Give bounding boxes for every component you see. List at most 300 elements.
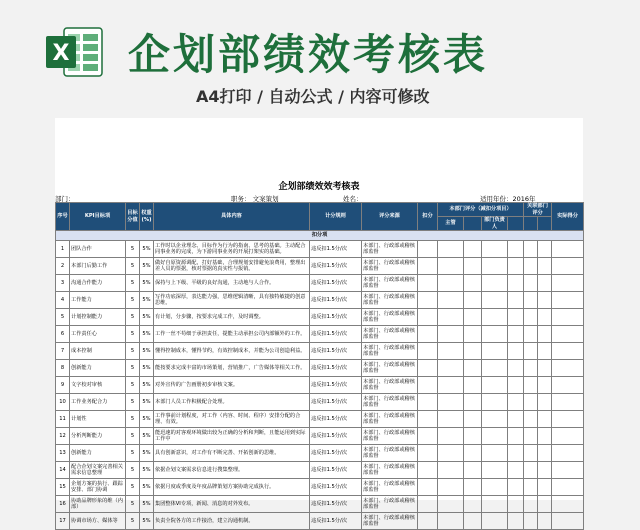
row-weight: 5% bbox=[140, 326, 154, 343]
header-dept-col: 部门负责人 bbox=[482, 217, 508, 231]
kpi-table bbox=[55, 202, 584, 530]
table-row bbox=[56, 496, 584, 513]
score-cell[interactable] bbox=[464, 258, 482, 275]
row-weight: 5% bbox=[140, 292, 154, 309]
row-source: 本部门、行政部或稽核部监督 bbox=[362, 292, 418, 309]
score-cell[interactable] bbox=[538, 258, 552, 275]
row-rule: 违反扣1.5分/次 bbox=[310, 275, 362, 292]
score-cell[interactable] bbox=[524, 394, 538, 411]
score-cell[interactable] bbox=[464, 326, 482, 343]
score-cell[interactable] bbox=[508, 241, 524, 258]
score-cell[interactable] bbox=[482, 411, 508, 428]
score-cell[interactable] bbox=[524, 343, 538, 360]
table-row bbox=[56, 275, 584, 292]
row-rule: 违反扣1.5分/次 bbox=[310, 343, 362, 360]
row-kpi: 工作责任心 bbox=[70, 326, 126, 343]
row-kpi: 文字校对审核 bbox=[70, 377, 126, 394]
row-seq: 15 bbox=[56, 479, 70, 496]
header-source: 评分来源 bbox=[362, 203, 418, 231]
score-cell[interactable] bbox=[524, 377, 538, 394]
score-cell[interactable] bbox=[418, 394, 438, 411]
score-cell[interactable] bbox=[552, 377, 584, 394]
row-source: 本部门、行政部或稽核部监督 bbox=[362, 326, 418, 343]
score-cell[interactable] bbox=[508, 326, 524, 343]
score-cell[interactable] bbox=[552, 326, 584, 343]
row-source: 本部门、行政部或稽核部监督 bbox=[362, 377, 418, 394]
score-cell[interactable] bbox=[524, 309, 538, 326]
row-content: 保持与上下级、平级的良好沟通，主动地与人合作。 bbox=[154, 275, 310, 292]
row-rule: 违反扣1.5分/次 bbox=[310, 411, 362, 428]
score-cell[interactable] bbox=[538, 309, 552, 326]
score-cell[interactable] bbox=[464, 479, 482, 496]
row-kpi: 企划方案的执行、跟踪安排、部门协调 bbox=[70, 479, 126, 496]
row-weight: 5% bbox=[140, 258, 154, 275]
header-dept-group: 本部门评分（减扣分项目） bbox=[438, 203, 524, 217]
row-source: 本部门、行政部或稽核部监督 bbox=[362, 513, 418, 530]
score-cell[interactable] bbox=[464, 462, 482, 479]
row-kpi: 协调市场方、媒体等 bbox=[70, 513, 126, 530]
table-row bbox=[56, 326, 584, 343]
score-cell[interactable] bbox=[418, 496, 438, 513]
score-cell[interactable] bbox=[524, 275, 538, 292]
row-score: 5 bbox=[126, 377, 140, 394]
row-rule: 违反扣1.5分/次 bbox=[310, 241, 362, 258]
score-cell[interactable] bbox=[418, 241, 438, 258]
table-row bbox=[56, 309, 584, 326]
row-score: 5 bbox=[126, 428, 140, 445]
score-cell[interactable] bbox=[552, 343, 584, 360]
row-seq: 11 bbox=[56, 411, 70, 428]
score-cell[interactable] bbox=[524, 496, 538, 513]
score-cell[interactable] bbox=[538, 292, 552, 309]
score-cell[interactable] bbox=[438, 462, 464, 479]
score-cell[interactable] bbox=[418, 258, 438, 275]
score-cell[interactable] bbox=[538, 275, 552, 292]
table-row bbox=[56, 445, 584, 462]
row-kpi: 创新能力 bbox=[70, 360, 126, 377]
spreadsheet-page bbox=[55, 118, 583, 527]
score-cell[interactable] bbox=[552, 292, 584, 309]
score-cell[interactable] bbox=[482, 479, 508, 496]
row-source: 本部门、行政部或稽核部监督 bbox=[362, 275, 418, 292]
header-other-col bbox=[538, 217, 552, 231]
row-kpi: 配合企划文案完善相关需求信息整理 bbox=[70, 462, 126, 479]
score-cell[interactable] bbox=[538, 411, 552, 428]
score-cell[interactable] bbox=[438, 326, 464, 343]
score-cell[interactable] bbox=[418, 360, 438, 377]
row-rule: 违反扣1.5分/次 bbox=[310, 513, 362, 530]
score-cell[interactable] bbox=[418, 309, 438, 326]
row-weight: 5% bbox=[140, 479, 154, 496]
row-content: 依据月度或季度及年度品牌策划方案协助完成执行。 bbox=[154, 479, 310, 496]
score-cell[interactable] bbox=[418, 343, 438, 360]
score-cell[interactable] bbox=[552, 258, 584, 275]
row-rule: 违反扣1.5分/次 bbox=[310, 292, 362, 309]
row-rule: 违反扣1.5分/次 bbox=[310, 258, 362, 275]
score-cell[interactable] bbox=[538, 479, 552, 496]
row-score: 5 bbox=[126, 326, 140, 343]
score-cell[interactable] bbox=[438, 241, 464, 258]
row-seq: 6 bbox=[56, 326, 70, 343]
score-cell[interactable] bbox=[538, 462, 552, 479]
score-cell[interactable] bbox=[538, 326, 552, 343]
row-seq: 9 bbox=[56, 377, 70, 394]
row-source: 本部门、行政部或稽核部监督 bbox=[362, 428, 418, 445]
score-cell[interactable] bbox=[552, 462, 584, 479]
score-cell[interactable] bbox=[438, 445, 464, 462]
score-cell[interactable] bbox=[524, 479, 538, 496]
score-cell[interactable] bbox=[508, 462, 524, 479]
row-rule: 违反扣1.5分/次 bbox=[310, 496, 362, 513]
score-cell[interactable] bbox=[538, 394, 552, 411]
score-cell[interactable] bbox=[438, 411, 464, 428]
table-row bbox=[56, 462, 584, 479]
row-rule: 违反扣1.5分/次 bbox=[310, 377, 362, 394]
score-cell[interactable] bbox=[482, 360, 508, 377]
row-source: 本部门、行政部或稽核部监督 bbox=[362, 360, 418, 377]
row-seq: 3 bbox=[56, 275, 70, 292]
score-cell[interactable] bbox=[538, 377, 552, 394]
score-cell[interactable] bbox=[538, 360, 552, 377]
score-cell[interactable] bbox=[538, 513, 552, 530]
row-rule: 违反扣1.5分/次 bbox=[310, 360, 362, 377]
row-content: 工作时以企业理念、目标作为行为的指南、思考的基础。主动配合同事业务的完成，为下游同事业务的开展打架实的基础。 bbox=[154, 241, 310, 258]
row-score: 5 bbox=[126, 496, 140, 513]
score-cell[interactable] bbox=[418, 462, 438, 479]
score-cell[interactable] bbox=[482, 377, 508, 394]
score-cell[interactable] bbox=[482, 394, 508, 411]
row-weight: 5% bbox=[140, 309, 154, 326]
score-cell[interactable] bbox=[482, 309, 508, 326]
row-source: 本部门、行政部或稽核部监督 bbox=[362, 479, 418, 496]
score-cell[interactable] bbox=[418, 428, 438, 445]
row-source: 本部门、行政部或稽核部监督 bbox=[362, 241, 418, 258]
table-row bbox=[56, 428, 584, 445]
row-content: 负责全院各方的工作接洽，建立沟通机制。 bbox=[154, 513, 310, 530]
score-cell[interactable] bbox=[464, 309, 482, 326]
score-cell[interactable] bbox=[464, 445, 482, 462]
row-source: 本部门、行政部或稽核部监督 bbox=[362, 343, 418, 360]
table-row bbox=[56, 377, 584, 394]
score-cell[interactable] bbox=[418, 275, 438, 292]
row-weight: 5% bbox=[140, 513, 154, 530]
row-kpi: 计划控制能力 bbox=[70, 309, 126, 326]
row-content: 集团整体VI专项，新闻、消息的对外发布。 bbox=[154, 496, 310, 513]
row-weight: 5% bbox=[140, 462, 154, 479]
score-cell[interactable] bbox=[438, 309, 464, 326]
row-score: 5 bbox=[126, 479, 140, 496]
row-weight: 5% bbox=[140, 394, 154, 411]
score-cell[interactable] bbox=[552, 394, 584, 411]
row-weight: 5% bbox=[140, 428, 154, 445]
info-name: 姓名： bbox=[343, 195, 363, 203]
header-kpi: KPI目标项 bbox=[70, 203, 126, 231]
score-cell[interactable] bbox=[464, 428, 482, 445]
row-source: 本部门、行政部或稽核部监督 bbox=[362, 411, 418, 428]
info-year: 适用年份：2016年 bbox=[480, 195, 536, 203]
row-kpi: 分析判断能力 bbox=[70, 428, 126, 445]
score-cell[interactable] bbox=[482, 428, 508, 445]
header-max-score: 目标分值 bbox=[126, 203, 140, 231]
score-cell[interactable] bbox=[524, 360, 538, 377]
score-cell[interactable] bbox=[464, 241, 482, 258]
score-cell[interactable] bbox=[552, 241, 584, 258]
row-score: 5 bbox=[126, 275, 140, 292]
table-row bbox=[56, 292, 584, 309]
row-kpi: 工作业务配合力 bbox=[70, 394, 126, 411]
row-rule: 违反扣1.5分/次 bbox=[310, 394, 362, 411]
header-dept-col bbox=[464, 217, 482, 231]
score-cell[interactable] bbox=[482, 445, 508, 462]
row-score: 5 bbox=[126, 292, 140, 309]
score-cell[interactable] bbox=[418, 513, 438, 530]
score-cell[interactable] bbox=[524, 445, 538, 462]
row-rule: 违反扣1.5分/次 bbox=[310, 326, 362, 343]
row-seq: 1 bbox=[56, 241, 70, 258]
banner-subtitle: A4打印 / 自动公式 / 内容可修改 bbox=[196, 87, 430, 106]
row-content: 写作功底深厚，表达能力强，思维逻辑清晰，具有独特敏捷的创意思维。 bbox=[154, 292, 310, 309]
score-cell[interactable] bbox=[508, 360, 524, 377]
score-cell[interactable] bbox=[538, 241, 552, 258]
info-position: 职务： 文案策划 bbox=[231, 195, 279, 203]
score-cell[interactable] bbox=[464, 275, 482, 292]
row-content: 工作一丝不苟细于承担责任，提能主动承担公司内部额外的工作。 bbox=[154, 326, 310, 343]
score-cell[interactable] bbox=[508, 513, 524, 530]
score-cell[interactable] bbox=[524, 292, 538, 309]
score-cell[interactable] bbox=[464, 292, 482, 309]
score-cell[interactable] bbox=[508, 377, 524, 394]
row-weight: 5% bbox=[140, 275, 154, 292]
score-cell[interactable] bbox=[538, 428, 552, 445]
score-cell[interactable] bbox=[464, 360, 482, 377]
row-weight: 5% bbox=[140, 377, 154, 394]
row-seq: 7 bbox=[56, 343, 70, 360]
banner bbox=[0, 0, 640, 118]
table-row bbox=[56, 241, 584, 258]
row-seq: 17 bbox=[56, 513, 70, 530]
score-cell[interactable] bbox=[438, 275, 464, 292]
row-seq: 14 bbox=[56, 462, 70, 479]
score-cell[interactable] bbox=[464, 411, 482, 428]
sheet-title: 企划部绩效效考核表 bbox=[278, 182, 360, 192]
row-rule: 违反扣1.5分/次 bbox=[310, 309, 362, 326]
score-cell[interactable] bbox=[482, 258, 508, 275]
row-content: 依据企划文案需求信息进行搜集整理。 bbox=[154, 462, 310, 479]
row-score: 5 bbox=[126, 241, 140, 258]
score-cell[interactable] bbox=[508, 275, 524, 292]
row-content: 有计划，分步骤，按要求完成工作，及时调整。 bbox=[154, 309, 310, 326]
score-cell[interactable] bbox=[438, 292, 464, 309]
score-cell[interactable] bbox=[552, 275, 584, 292]
row-seq: 16 bbox=[56, 496, 70, 513]
score-cell[interactable] bbox=[438, 513, 464, 530]
row-content: 懂得控制成本，懂得节约，有效控制成本，并能为公司创造利益。 bbox=[154, 343, 310, 360]
row-score: 5 bbox=[126, 258, 140, 275]
row-seq: 8 bbox=[56, 360, 70, 377]
score-cell[interactable] bbox=[552, 411, 584, 428]
score-cell[interactable] bbox=[464, 394, 482, 411]
row-source: 本部门、行政部或稽核部监督 bbox=[362, 394, 418, 411]
score-cell[interactable] bbox=[538, 343, 552, 360]
row-score: 5 bbox=[126, 411, 140, 428]
score-cell[interactable] bbox=[482, 275, 508, 292]
score-cell[interactable] bbox=[552, 496, 584, 513]
score-cell[interactable] bbox=[438, 343, 464, 360]
table-row bbox=[56, 513, 584, 530]
row-kpi: 协助品牌形象的维（内部） bbox=[70, 496, 126, 513]
score-cell[interactable] bbox=[508, 309, 524, 326]
score-cell[interactable] bbox=[508, 292, 524, 309]
score-cell[interactable] bbox=[418, 292, 438, 309]
score-cell[interactable] bbox=[524, 411, 538, 428]
header-rule: 计分规则 bbox=[310, 203, 362, 231]
header-other-col bbox=[524, 217, 538, 231]
score-cell[interactable] bbox=[482, 462, 508, 479]
row-rule: 违反扣1.5分/次 bbox=[310, 462, 362, 479]
score-cell[interactable] bbox=[508, 445, 524, 462]
score-cell[interactable] bbox=[418, 377, 438, 394]
score-cell[interactable] bbox=[418, 479, 438, 496]
row-score: 5 bbox=[126, 343, 140, 360]
score-cell[interactable] bbox=[482, 496, 508, 513]
header-content: 具体内容 bbox=[154, 203, 310, 231]
row-seq: 4 bbox=[56, 292, 70, 309]
row-weight: 5% bbox=[140, 241, 154, 258]
row-source: 本部门、行政部或稽核部监督 bbox=[362, 462, 418, 479]
row-rule: 违反扣1.5分/次 bbox=[310, 428, 362, 445]
score-cell[interactable] bbox=[418, 411, 438, 428]
score-cell[interactable] bbox=[482, 513, 508, 530]
score-cell[interactable] bbox=[552, 445, 584, 462]
score-cell[interactable] bbox=[438, 258, 464, 275]
row-kpi: 沟通合作能力 bbox=[70, 275, 126, 292]
header-self-score: 扣分 bbox=[418, 203, 438, 231]
score-cell[interactable] bbox=[418, 445, 438, 462]
row-source: 本部门、行政部或稽核部监督 bbox=[362, 309, 418, 326]
score-cell[interactable] bbox=[552, 479, 584, 496]
table-row bbox=[56, 258, 584, 275]
row-kpi: 成本控制 bbox=[70, 343, 126, 360]
score-cell[interactable] bbox=[482, 343, 508, 360]
score-cell[interactable] bbox=[552, 360, 584, 377]
score-cell[interactable] bbox=[524, 428, 538, 445]
score-cell[interactable] bbox=[538, 445, 552, 462]
score-cell[interactable] bbox=[464, 343, 482, 360]
row-content: 能迅速的对客观环境做出较为正确的分析和判断，且能运用到实际工作中 bbox=[154, 428, 310, 445]
score-cell[interactable] bbox=[508, 479, 524, 496]
row-source: 本部门、行政部或稽核部监督 bbox=[362, 258, 418, 275]
score-cell[interactable] bbox=[482, 241, 508, 258]
row-seq: 10 bbox=[56, 394, 70, 411]
row-kpi: 本部门后勤工作 bbox=[70, 258, 126, 275]
score-cell[interactable] bbox=[508, 343, 524, 360]
logo-letter: X bbox=[52, 41, 70, 66]
score-cell[interactable] bbox=[438, 377, 464, 394]
row-content: 本部门人员工作积极配合处理。 bbox=[154, 394, 310, 411]
row-content: 对外宣传的广告画册初步审核文案。 bbox=[154, 377, 310, 394]
score-cell[interactable] bbox=[464, 377, 482, 394]
score-cell[interactable] bbox=[464, 496, 482, 513]
score-cell[interactable] bbox=[524, 326, 538, 343]
score-cell[interactable] bbox=[508, 411, 524, 428]
header-weight: 权重(%) bbox=[140, 203, 154, 231]
score-cell[interactable] bbox=[508, 394, 524, 411]
info-dept: 部门： bbox=[55, 195, 75, 203]
row-seq: 2 bbox=[56, 258, 70, 275]
score-cell[interactable] bbox=[438, 428, 464, 445]
score-cell[interactable] bbox=[482, 326, 508, 343]
row-rule: 违反扣1.5分/次 bbox=[310, 479, 362, 496]
score-cell[interactable] bbox=[524, 513, 538, 530]
score-cell[interactable] bbox=[464, 513, 482, 530]
row-seq: 13 bbox=[56, 445, 70, 462]
row-content: 工作事前计划程度，对工作（内容、时间、程序）安排分配的合理、有效。 bbox=[154, 411, 310, 428]
row-score: 5 bbox=[126, 445, 140, 462]
row-kpi: 团队合作 bbox=[70, 241, 126, 258]
row-source: 本部门、行政部或稽核部监督 bbox=[362, 445, 418, 462]
score-cell[interactable] bbox=[438, 496, 464, 513]
score-cell[interactable] bbox=[418, 326, 438, 343]
table-row bbox=[56, 360, 584, 377]
table-row bbox=[56, 411, 584, 428]
row-seq: 12 bbox=[56, 428, 70, 445]
header-dept-col bbox=[508, 217, 524, 231]
excel-logo-icon bbox=[44, 24, 104, 80]
score-cell[interactable] bbox=[508, 496, 524, 513]
score-cell[interactable] bbox=[508, 258, 524, 275]
header-seq: 序号 bbox=[56, 203, 70, 231]
score-cell[interactable] bbox=[538, 496, 552, 513]
banner-title: 企划部绩效考核表 bbox=[128, 30, 489, 79]
row-weight: 5% bbox=[140, 496, 154, 513]
row-rule: 违反扣1.5分/次 bbox=[310, 445, 362, 462]
score-cell[interactable] bbox=[552, 428, 584, 445]
score-cell[interactable] bbox=[438, 394, 464, 411]
row-weight: 5% bbox=[140, 445, 154, 462]
header-other-group: 关联部门评分 bbox=[524, 203, 552, 217]
score-cell[interactable] bbox=[552, 513, 584, 530]
score-cell[interactable] bbox=[552, 309, 584, 326]
header-dept-col: 主管 bbox=[438, 217, 464, 231]
row-score: 5 bbox=[126, 360, 140, 377]
score-cell[interactable] bbox=[508, 428, 524, 445]
header-actual: 实际得分 bbox=[552, 203, 584, 231]
score-cell[interactable] bbox=[438, 360, 464, 377]
section-deduction: 扣分项 bbox=[56, 231, 584, 241]
score-cell[interactable] bbox=[482, 292, 508, 309]
score-cell[interactable] bbox=[438, 479, 464, 496]
score-cell[interactable] bbox=[524, 258, 538, 275]
row-content: 能按要求完成丰富的市场策划，营销推广，广告媒体等相关工作。 bbox=[154, 360, 310, 377]
score-cell[interactable] bbox=[524, 462, 538, 479]
table-row bbox=[56, 343, 584, 360]
row-score: 5 bbox=[126, 462, 140, 479]
row-score: 5 bbox=[126, 309, 140, 326]
row-source: 本部门、行政部或稽核部监督 bbox=[362, 496, 418, 513]
row-kpi: 创新能力 bbox=[70, 445, 126, 462]
row-seq: 5 bbox=[56, 309, 70, 326]
row-score: 5 bbox=[126, 394, 140, 411]
row-score: 5 bbox=[126, 513, 140, 530]
score-cell[interactable] bbox=[524, 241, 538, 258]
row-weight: 5% bbox=[140, 360, 154, 377]
table-row bbox=[56, 394, 584, 411]
row-kpi: 计划性 bbox=[70, 411, 126, 428]
row-kpi: 工作能力 bbox=[70, 292, 126, 309]
row-content: 具有创新意识，对工作有不断完善、开拓创新的思维。 bbox=[154, 445, 310, 462]
table-row bbox=[56, 479, 584, 496]
row-content: 做好自原资源调配，打好基础，合理规划安排避免浪费用，整理出差人员的票据，核对票据的真实性与报销。 bbox=[154, 258, 310, 275]
